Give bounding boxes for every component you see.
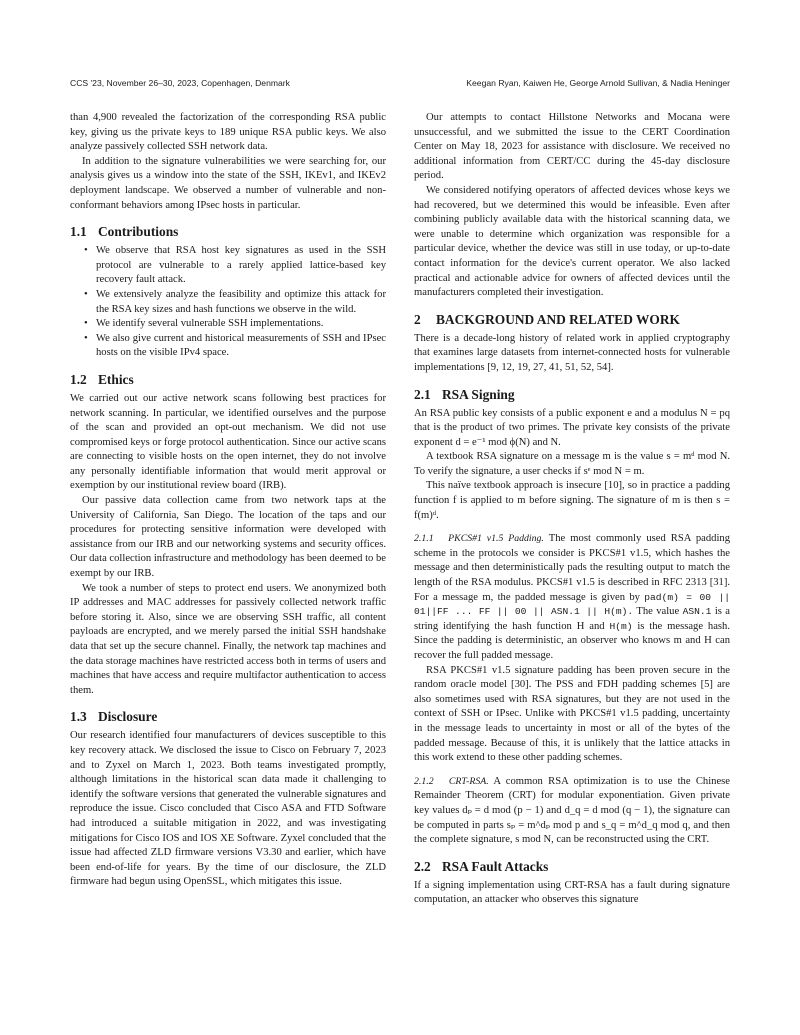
list-item: • We identify several vulnerable SSH implementations. [84, 317, 386, 332]
ethics-paragraph-1: We carried out our active network scans following best practices for network scanning. In particular, we identified ourselves and the purpose of the scan and provided an opt-out mechanism. We did not use compromised keys or forge protocol authentication. Since our active scans are connecting to visible hosts on the open internet, they do not involve any personally identifiable information that would merit approval or exemption by our institutional review board (IRB). [70, 392, 386, 492]
section-heading-background: 2 BACKGROUND AND RELATED WORK [414, 311, 680, 327]
padding-formula: pad(m) = 00 || 01||FF ... FF || 00 || ASN.1 || H(m). [414, 591, 730, 618]
disclosure-paragraph-3: We considered notifying operators of affected devices whose keys we had recovered, but we determined this would be infeasible. Even after combining publicly available data with the historical scanning data, we were unable to determine which organization was responsible for a particular device, whether the device was still in use today, or up-to-date contact information for the device's current operator. We also lacked practical and actionable advice for owners of affected devices until the manufacturers completed their investigation. [414, 184, 730, 299]
section-heading-disclosure: 1.3 Disclosure [70, 709, 158, 725]
bullet-icon: • [84, 288, 88, 300]
subsection-heading-pkcs: 2.1.1 PKCS#1 v1.5 Padding. [414, 533, 544, 545]
contributions-list [70, 244, 386, 361]
right-column [414, 111, 730, 908]
crt-paragraph-1: 2.1.2 CRT-RSA. A common RSA optimization is to use the Chinese Remainder Theorem (CRT) for modular exponentiation. Given private key values dₚ = d mod (p − 1) and d_q = d mod (q − 1), the signature can be computed in parts sₚ = m^dₚ mod p and s_q = m^d_q mod q, and then the complete signature, s mod N, can be reconstructed using the CRT. [414, 775, 730, 846]
background-paragraph-1: There is a decade-long history of related work in applied cryptography that examines large datasets from internet-connected hosts for vulnerable implementations [9, 12, 19, 27, 41, 51, 52, 54]. [414, 332, 730, 373]
pkcs-paragraph-2: RSA PKCS#1 v1.5 signature padding has been proven secure in the random oracle model [30]. The PSS and FDH padding schemes [5] are also sometimes used with RSA signatures, but they are not used in the context of SSH or IPsec. Unlike with PKCS#1 v1.5 padding, uncertainty in the message leads to uncertainty in most or all of the bytes of the padded message. Because of this, it is unlikely that the lattice attacks in this work extend to these other padding schemes. [414, 664, 730, 764]
section-heading-ethics: 1.2 Ethics [70, 371, 134, 387]
list-item: • We observe that RSA host key signatures as used in the SSH protocol are vulnerable to a rarely applied lattice-based key recovery fault attack. [84, 245, 386, 286]
section-heading-rsa-signing: 2.1 RSA Signing [414, 386, 515, 402]
bullet-icon: • [84, 318, 88, 330]
rsa-paragraph-1: An RSA public key consists of a public exponent e and a modulus N = pq that is the product of two primes. The private key consists of the private exponent d = e⁻¹ mod ϕ(N) and N. [414, 407, 730, 448]
list-item: • We extensively analyze the feasibility and optimize this attack for the RSA key sizes and hash functions we observe in the wild. [84, 288, 386, 315]
left-column [70, 111, 386, 890]
fault-paragraph-1: If a signing implementation using CRT-RSA has a fault during signature computation, an attacker who observes this signature [414, 879, 730, 906]
header-venue: CCS '23, November 26–30, 2023, Copenhagen, Denmark [70, 78, 290, 88]
disclosure-paragraph-2: Our attempts to contact Hillstone Networks and Mocana were unsuccessful, and we submitted the issue to the CERT Coordination Center on May 18, 2023 for assistance with disclosure. We received no additional information from CERT/CC during the 45-day disclosure period. [414, 112, 730, 182]
section-heading-contributions: 1.1 Contributions [70, 224, 179, 240]
list-item: • We also give current and historical measurements of SSH and IPsec hosts on the visible IPv4 space. [84, 332, 386, 359]
bullet-icon: • [84, 245, 88, 257]
rsa-paragraph-3: This naïve textbook approach is insecure [10], so in practice a padding function f is applied to m before signing. The signature of m is then s = f(m)ᵈ. [414, 480, 730, 521]
section-heading-fault-attacks: 2.2 RSA Fault Attacks [414, 858, 549, 874]
ethics-paragraph-2: Our passive data collection came from two network taps at the University of California, San Diego. The location of the taps and our procedures for protecting sensitive information were developed with assistance from our IRB and our networking systems and security offices. Our data collection infrastructure and methodology has been deemed to be exempt by our IRB. [70, 495, 386, 580]
header-authors: Keegan Ryan, Kaiwen He, George Arnold Sullivan, & Nadia Heninger [466, 78, 730, 88]
intro-paragraph-2: In addition to the signature vulnerabilities we were searching for, our analysis gives us a window into the state of the SSH, IKEv1, and IKEv2 deployment landscape. We observed a number of vulnerable and non-conformant behaviors among IPsec hosts in particular. [70, 155, 386, 211]
rsa-paragraph-2: A textbook RSA signature on a message m is the value s = mᵈ mod N. To verify the signature, a user checks if sᵉ mod N = m. [414, 451, 730, 477]
running-header [70, 78, 730, 92]
intro-paragraph-1: than 4,900 revealed the factorization of the corresponding RSA public key, giving us the private keys to 189 unique RSA public keys. We also analyze passively collected SSH network data. [70, 112, 386, 153]
subsection-heading-crt: 2.1.2 CRT-RSA. [414, 775, 489, 787]
ethics-paragraph-3: We took a number of steps to protect end users. We anonymized both IP addresses and MAC addresses for passively collected network traffic before storing it. Also, since we are observing SSH traffic, all content payloads are encrypted, and we merely parsed the initial SSH handshake data that set up the secure channel. Finally, the network tap machines and the data storage machines have restricted access both in terms of users and machines that have access and require multifactor authentication to access them. [70, 582, 386, 696]
disclosure-paragraph-1: Our research identified four manufacturers of devices susceptible to this key recovery attack. We disclosed the issue to Cisco on February 7, 2023 and to Zyxel on March 1, 2023. Both teams investigated promptly, although limitations in the historical scan data made it challenging to identify the software versions that generated the vulnerable signatures and reproduce the issue. Cisco concluded that Cisco ASA and FTD Software had introduced a suitable mitigation in 2022, and was investigating mitigations for Cisco IOS and IOS XE Software. Zyxel concluded that the issue had affected ZLD firmware versions V3.30 and earlier, which have been end-of-life for years. By the time of our disclosure, the ZLD firmware had begun using OpenSSL, which mitigates this issue. [70, 730, 386, 888]
pkcs-paragraph-1: 2.1.1 PKCS#1 v1.5 Padding. The most commonly used RSA padding scheme in the protocols we consider is PKCS#1 v1.5, which hashes the message and then deterministically pads the resulting output to match the length of the RSA modulus. PKCS#1 v1.5 is described in RFC 2313 [31]. For a message m, the padded message is given by pad(m) = 00 || 01||FF ... FF || 00 || ASN.1 || H(m). The value ASN.1 is a string identifying the hash function H and H(m) is the message hash. Since the padding is deterministic, an observer who knows m and H can recover the full padded message. [414, 533, 731, 661]
bullet-icon: • [84, 332, 88, 344]
